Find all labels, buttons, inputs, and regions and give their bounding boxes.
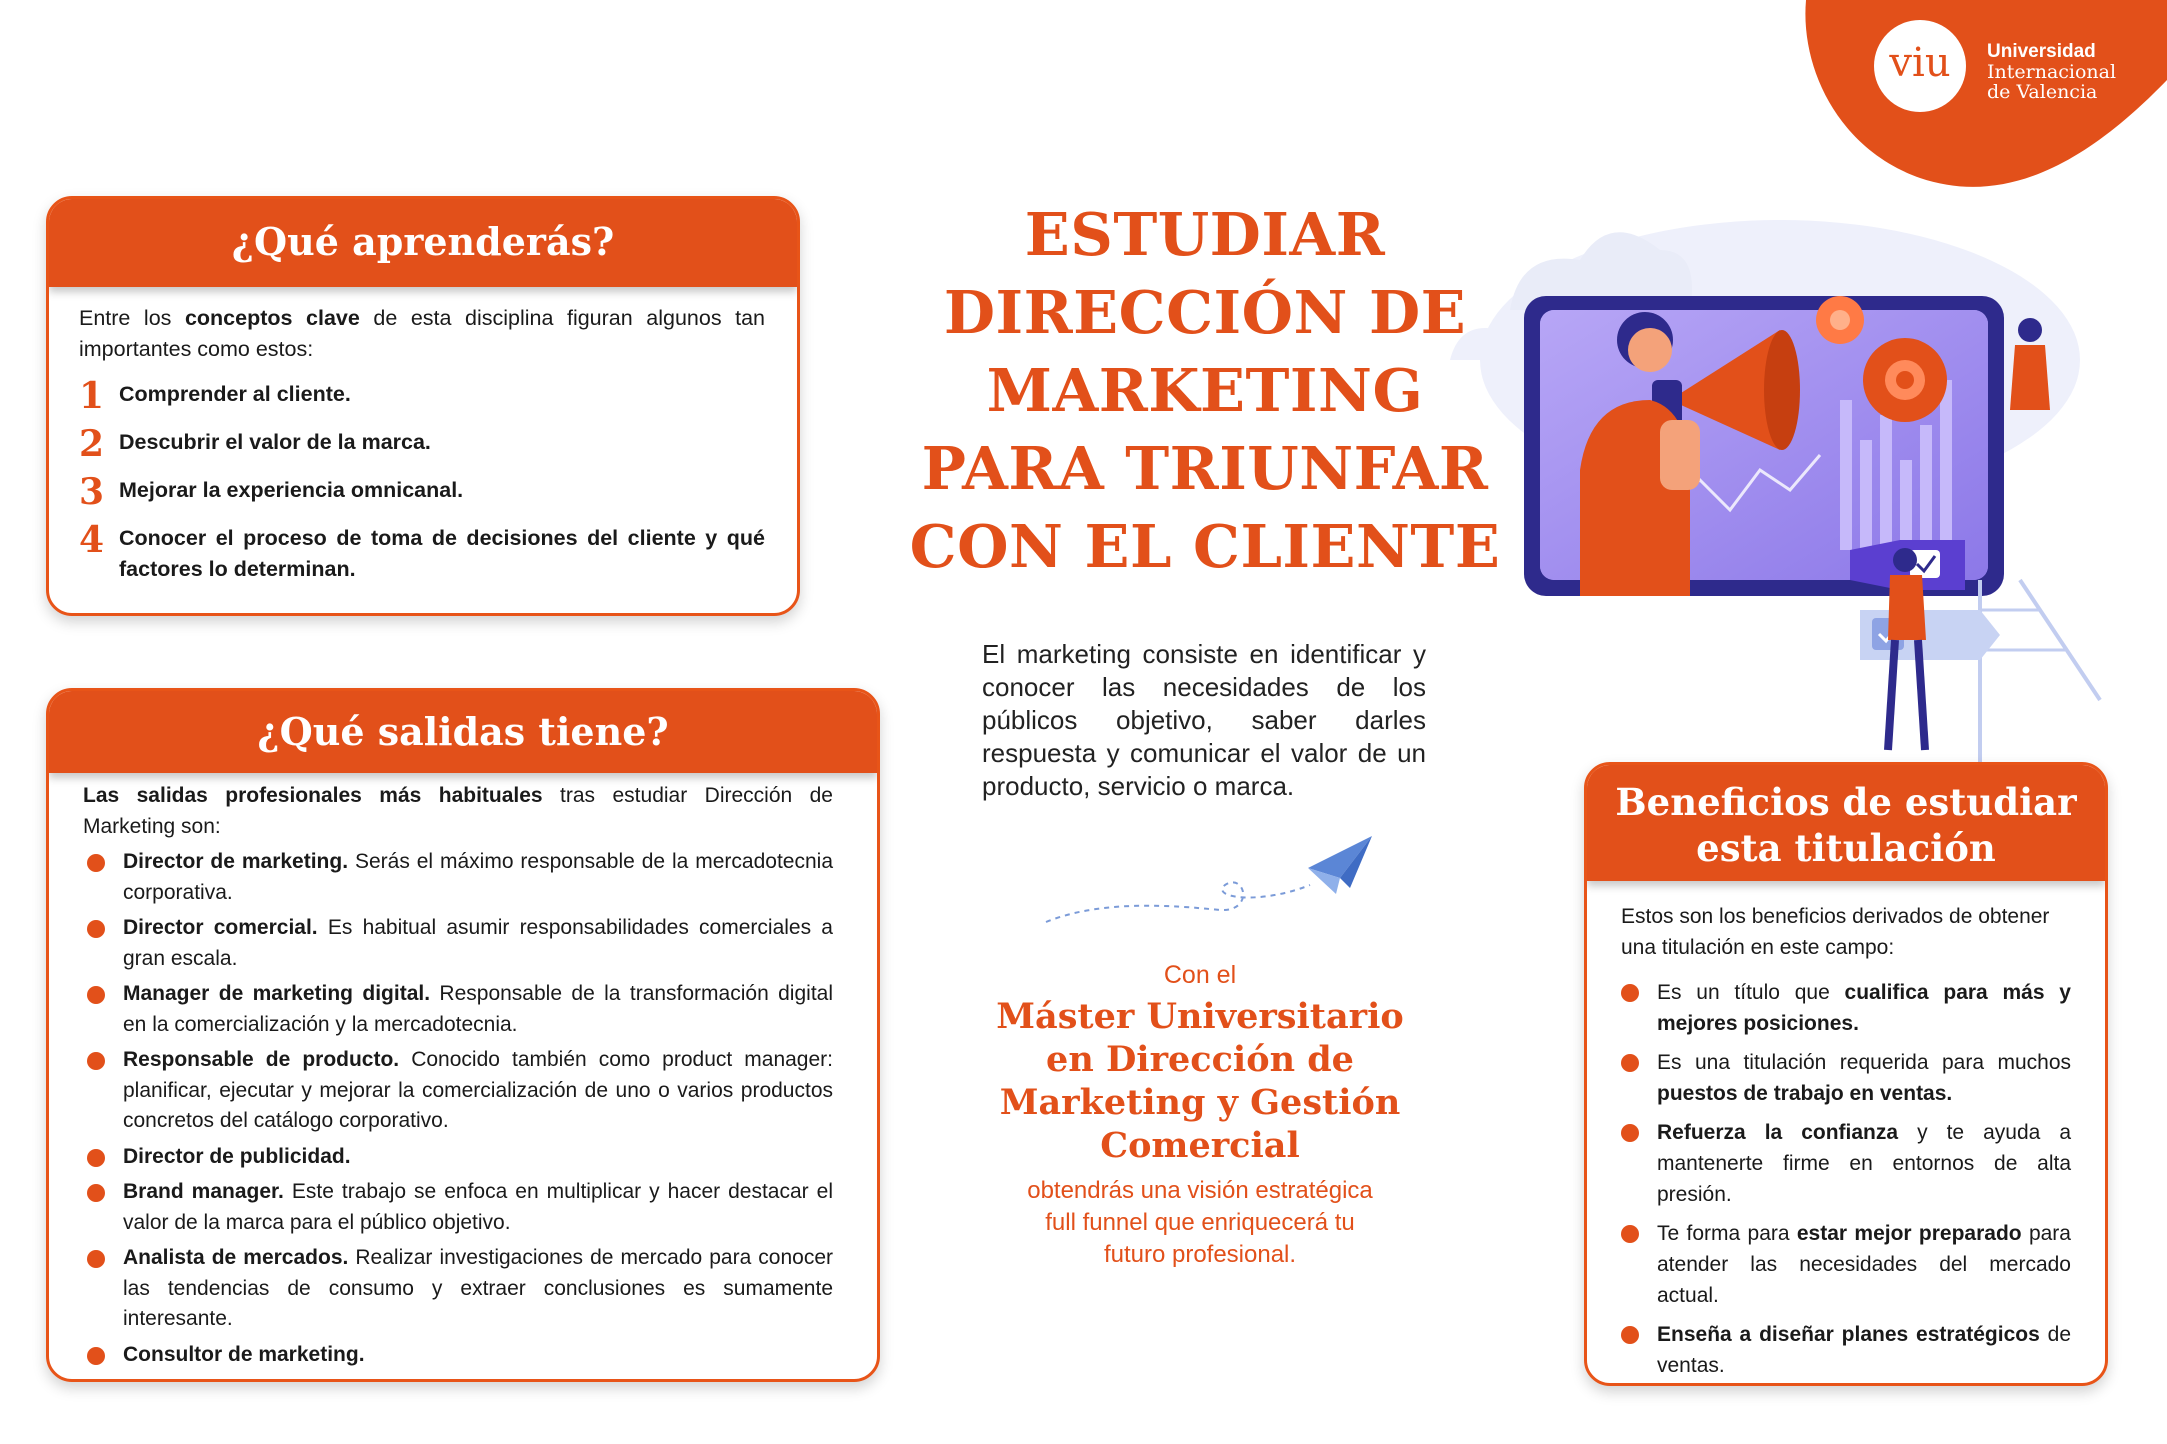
master-pre: Con el [1163, 961, 1237, 989]
bullet-dot [87, 854, 105, 872]
item-text: Te forma para [1657, 1222, 1797, 1245]
list-item [83, 847, 833, 908]
item-bold: Consultor de marketing. [123, 1342, 365, 1366]
item-text: Conocer el proceso de toma de decisiones del cliente y qué factores lo determinan. [119, 526, 765, 581]
salidas-header [49, 691, 877, 773]
item-text: Conocido también como product manager: planificar, ejecutar y mejorar la comercialización de uno o varios productos concretos del catálogo corporativo. [123, 1048, 833, 1132]
item-bold: cualifica para más y mejores posiciones. [1657, 981, 2071, 1035]
item-bold: Analista de mercados. [123, 1246, 349, 1269]
list-item [83, 1340, 833, 1371]
item-bold: Director de publicidad. [123, 1144, 351, 1168]
item-text: Este trabajo se enfoca en multiplicar y hacer destacar el valor de la marca para el público objetivo. [123, 1180, 833, 1234]
item-bold: estar mejor preparado [1796, 1222, 2022, 1245]
logo-mark: viu [1889, 40, 1951, 86]
intro-bold: Las salidas profesionales más habituales [83, 784, 543, 807]
page-title [890, 196, 1520, 586]
aprenderas-intro [79, 303, 765, 365]
logo-name-3: de Valencia [1987, 81, 2098, 103]
title-line: ESTUDIAR [1024, 200, 1386, 269]
item-number: 2 [79, 423, 105, 465]
bullet-dot [1621, 1225, 1639, 1243]
list-item [83, 1243, 833, 1335]
item-number: 1 [79, 375, 105, 417]
master-name-line: en Dirección de [1046, 1039, 1354, 1080]
item-text: Es un título que [1657, 981, 1845, 1004]
title-line: MARKETING [986, 356, 1424, 425]
master-post-line: futuro profesional. [1103, 1241, 1297, 1268]
bullet-dot [87, 1052, 105, 1070]
item-text: Es habitual asumir responsabilidades comerciales a gran escala. [123, 916, 833, 970]
intro-paragraph: El marketing consiste en identificar y conocer las necesidades de los públicos objetivo, saber darles respuesta y comunicar el valor de un producto, servicio o marca. [982, 639, 1426, 801]
list-item [83, 1045, 833, 1137]
item-text: Responsable de la transformación digital en la comercialización y la mercadotecnia. [123, 982, 833, 1036]
logo-name-1: Universidad [1987, 41, 2096, 62]
item-bold: Manager de marketing digital. [123, 982, 431, 1005]
beneficios-title-line: esta titulación [1696, 826, 1996, 870]
item-text: Serás el máximo responsable de la mercadotecnia corporativa. [123, 850, 833, 904]
intro-text: de esta disciplina figuran algunos tan importantes como estos: [79, 306, 765, 361]
bullet-dot [87, 1149, 105, 1167]
master-post [960, 1175, 1440, 1271]
bullet-dot [1621, 1124, 1639, 1142]
bullet-dot [87, 986, 105, 1004]
item-number: 4 [79, 519, 105, 561]
title-line: DIRECCIÓN DE [943, 278, 1467, 347]
list-item [1621, 977, 2071, 1039]
marketing-illustration [1440, 210, 2110, 770]
beneficios-title-line: Beneficios de estudiar [1615, 780, 2077, 824]
item-bold: Brand manager. [123, 1180, 284, 1203]
salidas-title: ¿Qué salidas tiene? [257, 709, 669, 754]
item-text: y te ayuda a mantenerte firme en entornos de alta presión. [1657, 1121, 2072, 1206]
master-name [960, 995, 1440, 1167]
bullet-dot [87, 1347, 105, 1365]
item-bold: Director comercial. [123, 916, 318, 939]
item-text: Descubrir el valor de la marca. [119, 430, 431, 454]
list-item [79, 375, 765, 417]
beneficios-header [1587, 765, 2105, 881]
master-post-line: obtendrás una visión estratégica [1027, 1177, 1373, 1204]
beneficios-list [1621, 977, 2071, 1381]
beneficios-card [1584, 762, 2108, 1386]
list-item [1621, 1047, 2071, 1109]
aprenderas-card [46, 196, 800, 616]
item-bold: Director de marketing. [123, 850, 349, 873]
master-name-line: Marketing y Gestión [999, 1082, 1401, 1123]
master-promo [960, 958, 1440, 1271]
master-name-line: Máster Universitario [996, 996, 1404, 1037]
list-item [79, 471, 765, 513]
item-text: Realizar investigaciones de mercado para conocer las tendencias de consumo y extraer conclusiones es sumamente interesante. [123, 1246, 834, 1330]
master-post-line: full funnel que enriquecerá tu [1045, 1209, 1355, 1236]
salidas-card [46, 688, 880, 1382]
logo-name-2: Internacional [1987, 61, 2117, 83]
list-item [1621, 1117, 2071, 1210]
item-number: 3 [79, 471, 105, 513]
master-name-line: Comercial [1100, 1125, 1300, 1166]
list-item [83, 1142, 833, 1173]
list-item [79, 519, 765, 585]
bullet-dot [87, 920, 105, 938]
list-item [79, 423, 765, 465]
aprenderas-title: ¿Qué aprenderás? [231, 219, 615, 264]
intro-text: tras estudiar Dirección de Marketing son: [83, 784, 833, 838]
list-item [83, 979, 833, 1040]
item-bold: Responsable de producto. [123, 1048, 400, 1071]
salidas-intro [83, 781, 833, 842]
item-text: Es una titulación requerida para muchos [1657, 1051, 2071, 1074]
item-text: de ventas. [1657, 1323, 2071, 1377]
item-bold: Enseña a diseñar planes estratégicos [1657, 1323, 2040, 1346]
intro-bold: conceptos clave [184, 306, 360, 330]
aprenderas-header [49, 199, 797, 287]
title-line: PARA TRIUNFAR [921, 434, 1489, 503]
list-item [1621, 1218, 2071, 1311]
item-text: para atender las necesidades del mercado actual. [1657, 1222, 2071, 1307]
paper-plane-icon [1040, 830, 1380, 930]
list-item [83, 1177, 833, 1238]
list-item [83, 913, 833, 974]
logo-wordmark [1987, 42, 2116, 102]
bullet-dot [87, 1250, 105, 1268]
item-bold: Refuerza la confianza [1657, 1121, 1899, 1144]
salidas-list [83, 847, 833, 1370]
item-text: Mejorar la experiencia omnicanal. [119, 478, 464, 502]
intro-text: Entre los [79, 306, 185, 330]
bullet-dot [1621, 984, 1639, 1002]
bullet-dot [87, 1184, 105, 1202]
bullet-dot [1621, 1326, 1639, 1344]
item-bold: puestos de trabajo en ventas. [1657, 1082, 1953, 1105]
bullet-dot [1621, 1054, 1639, 1072]
beneficios-intro: Estos son los beneficios derivados de obtener una titulación en este campo: [1621, 905, 2050, 959]
list-item [1621, 1319, 2071, 1381]
title-line: CON EL CLIENTE [909, 512, 1501, 581]
item-text: Comprender al cliente. [119, 382, 351, 406]
